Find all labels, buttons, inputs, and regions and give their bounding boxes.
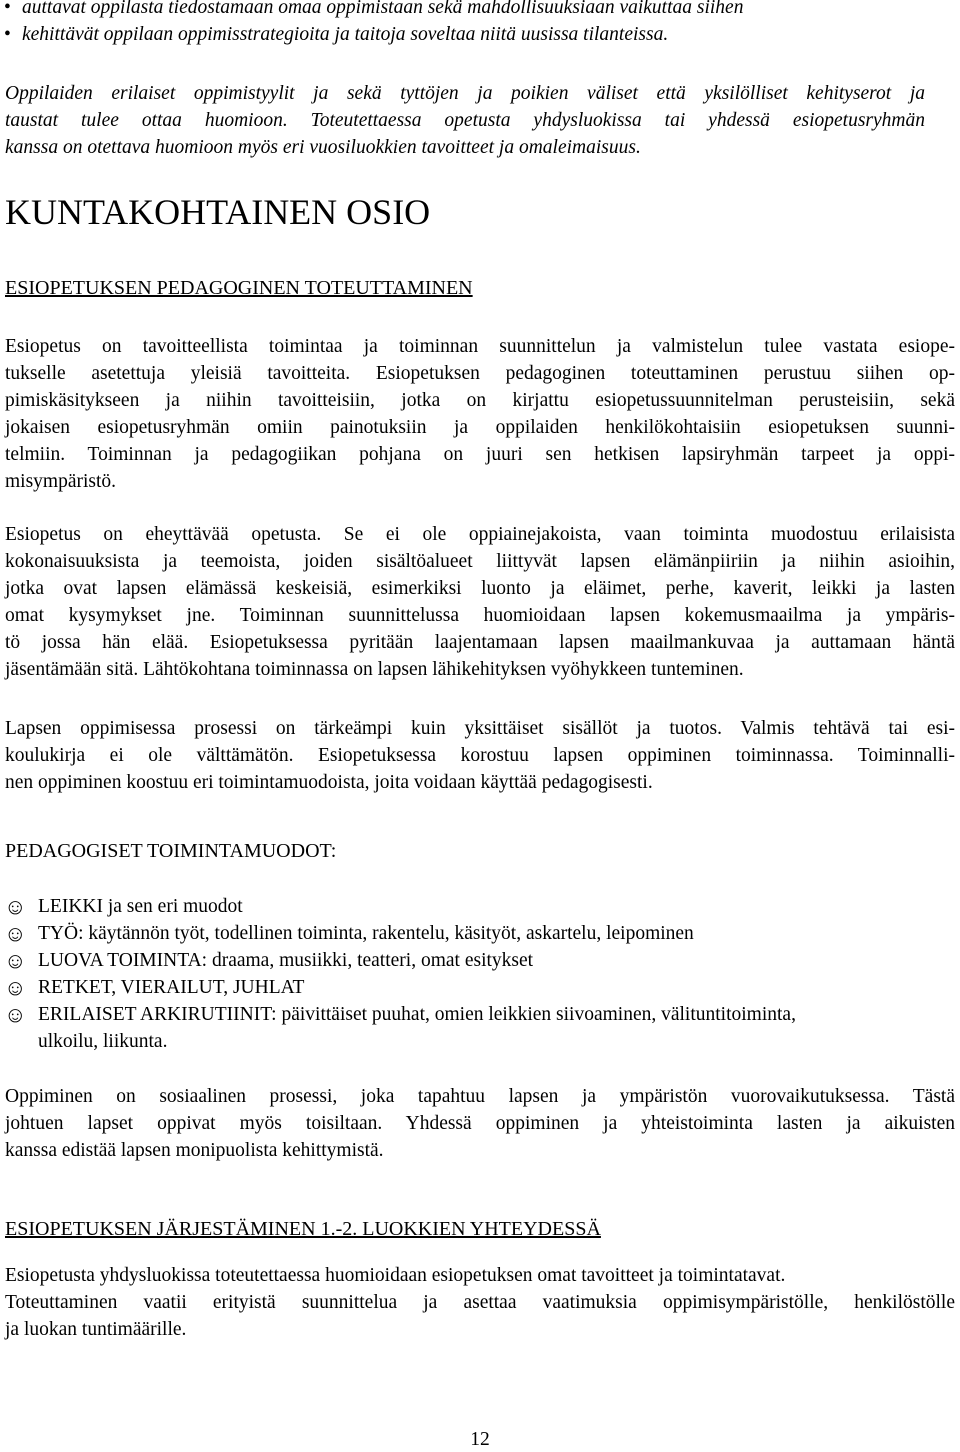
list-item: LEIKKI ja sen eri muodot <box>38 896 243 917</box>
paragraph-line: ja luokan tuntimäärille. <box>5 1319 187 1340</box>
heading-toimintamuodot: PEDAGOGISET TOIMINTAMUODOT: <box>5 840 337 862</box>
paragraph-line: omat kysymykset jne. Toiminnan suunnittelussa huomioidaan lapsen kokemusmaailma ja ympäris- <box>5 605 955 626</box>
paragraph-line: Esiopetus on eheyttävää opetusta. Se ei ole oppiainejakoista, vaan toiminta muodostuu erilaisista <box>5 524 955 545</box>
smiley-icon: ☺ <box>4 1002 27 1027</box>
paragraph-line: nen oppiminen koostuu eri toimintamuodoista, joita voidaan käyttää pedagogisesti. <box>5 772 653 793</box>
paragraph-line: Esiopetus on tavoitteellista toimintaa ja toiminnan suunnittelun ja valmistelun tulee vastata esiope- <box>5 336 955 357</box>
list-item: TYÖ: käytännön työt, todellinen toiminta, rakentelu, käsityöt, askartelu, leipominen <box>38 923 694 944</box>
list-item: LUOVA TOIMINTA: draama, musiikki, teatteri, omat esitykset <box>38 950 534 971</box>
paragraph-line: kanssa edistää lapsen monipuolista kehittymistä. <box>5 1140 384 1161</box>
intro-bullet-1: auttavat oppilasta tiedostamaan omaa oppimistaan sekä mahdollisuuksiaan vaikuttaa siihen <box>22 0 744 18</box>
heading-pedagoginen-toteuttaminen: ESIOPETUKSEN PEDAGOGINEN TOTEUTTAMINEN <box>5 277 473 299</box>
section-title: KUNTAKOHTAINEN OSIO <box>5 192 431 232</box>
paragraph-line: tö jossa hän elää. Esiopetuksessa pyritään laajentamaan lapsen maailmankuvaa ja auttamaan häntä <box>5 632 955 653</box>
smiley-icon: ☺ <box>4 948 27 973</box>
paragraph-line: Toteuttaminen vaatii erityistä suunnittelua ja asettaa vaatimuksia oppimisympäristölle, henkilöstölle <box>5 1292 955 1313</box>
paragraph-line: koulukirja ei ole välttämätön. Esiopetuksessa korostuu lapsen oppiminen toiminnassa. Toiminnalli- <box>5 745 955 766</box>
smiley-icon: ☺ <box>4 975 27 1000</box>
paragraph-line: jäsentämään sitä. Lähtökohtana toiminnassa on lapsen lähikehityksen vyöhykkeen tunteminen. <box>5 659 744 680</box>
paragraph-line: kokonaisuuksista ja teemoista, joiden sisältöalueet liittyvät lapsen elämänpiiriin ja niihin asioihin, <box>5 551 955 572</box>
page-number: 12 <box>470 1429 490 1450</box>
bullet-symbol: • <box>4 24 11 45</box>
paragraph-line: johtuen lapset oppivat myös toisiltaan. Yhdessä oppiminen ja yhteistoiminta lasten ja aikuisten <box>5 1113 955 1134</box>
intro-paragraph-line: taustat tulee ottaa huomioon. Toteutettaessa opetusta yhdysluokissa tai yhdessä esiopetusryhmän <box>5 110 925 131</box>
paragraph-line: Esiopetusta yhdysluokissa toteutettaessa huomioidaan esiopetuksen omat tavoitteet ja toimintatavat. <box>5 1265 786 1286</box>
paragraph-line: misympäristö. <box>5 471 117 492</box>
paragraph-line: pimiskäsitykseen ja niihin tavoitteisiin, jotka on kirjattu esiopetussuunnitelman perusteisiin, sekä <box>5 390 955 411</box>
list-item: RETKET, VIERAILUT, JUHLAT <box>38 977 305 998</box>
bullet-symbol: • <box>4 0 11 18</box>
heading-jarjestaminen: ESIOPETUKSEN JÄRJESTÄMINEN 1.-2. LUOKKIEN YHTEYDESSÄ <box>5 1218 601 1240</box>
paragraph-line: Oppiminen on sosiaalinen prosessi, joka tapahtuu lapsen ja ympäristön vuorovaikutuksessa. Tästä <box>5 1086 955 1107</box>
paragraph-line: Lapsen oppimisessa prosessi on tärkeämpi kuin yksittäiset sisällöt ja tuotos. Valmis tehtävä tai esi- <box>5 718 955 739</box>
list-item: ERILAISET ARKIRUTIINIT: päivittäiset puuhat, omien leikkien siivoaminen, välituntitoiminta, <box>38 1004 796 1025</box>
intro-paragraph-line: Oppilaiden erilaiset oppimistyylit ja sekä tyttöjen ja poikien väliset että yksilölliset kehityserot ja <box>5 83 925 104</box>
paragraph-line: telmiin. Toiminnan ja pedagogiikan pohjana on juuri sen hetkisen lapsiryhmän tarpeet ja oppi- <box>5 444 955 465</box>
intro-bullet-2: kehittävät oppilaan oppimisstrategioita ja taitoja soveltaa niitä uusissa tilanteissa. <box>22 24 669 45</box>
paragraph-line: tukselle asetettuja yleisiä tavoitteita. Esiopetuksen pedagoginen toteuttaminen perustuu siihen op- <box>5 363 955 384</box>
paragraph-line: jotka ovat lapsen elämässä keskeisiä, esimerkiksi luonto ja eläimet, perhe, kaverit, leikki ja lasten <box>5 578 955 599</box>
list-item-continuation: ulkoilu, liikunta. <box>38 1031 168 1052</box>
paragraph-line: jokaisen esiopetusryhmän omiin painotuksiin ja oppilaiden henkilökohtaisiin esiopetuksen suunni- <box>5 417 955 438</box>
smiley-icon: ☺ <box>4 921 27 946</box>
smiley-icon: ☺ <box>4 894 27 919</box>
intro-paragraph-line: kanssa on otettava huomioon myös eri vuosiluokkien tavoitteet ja omaleimaisuus. <box>5 137 641 158</box>
